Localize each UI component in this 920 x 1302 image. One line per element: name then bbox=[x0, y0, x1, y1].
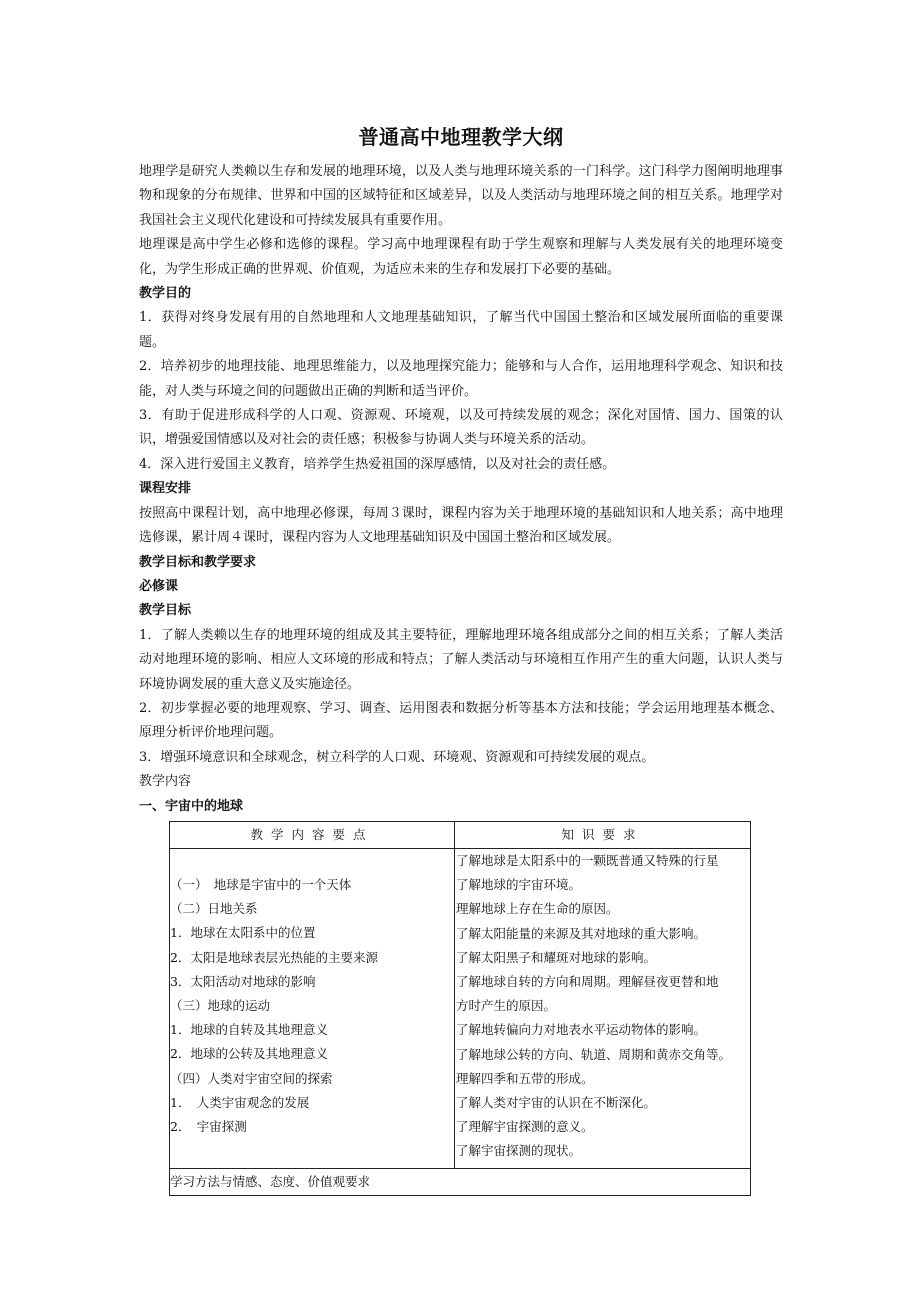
list-item: 了解地转偏向力对地表水平运动物体的影响。 bbox=[456, 1022, 707, 1038]
required-course-heading: 必修课 bbox=[139, 578, 179, 594]
list-item: 了解宇宙探测的现状。 bbox=[456, 1143, 582, 1159]
table-footer-cell: 学习方法与情感、态度、价值观要求 bbox=[170, 1168, 751, 1195]
table-body-row bbox=[170, 848, 751, 1168]
objectives-heading: 教学目标 bbox=[139, 603, 192, 619]
goals-heading: 教学目标和教学要求 bbox=[139, 554, 257, 570]
list-item: 1． 人类宇宙观念的发展 bbox=[170, 1094, 310, 1110]
list-item: 理解地球上存在生命的原因。 bbox=[456, 901, 619, 917]
list-item: （三）地球的运动 bbox=[170, 997, 271, 1013]
list-item: 3．太阳活动对地球的影响 bbox=[170, 973, 316, 989]
intro-paragraph-1: 地理学是研究人类赖以生存和发展的地理环境，以及人类与地理环境关系的一门科学。这门科学力图阐明地理事物和现象的分布规律、世界和中国的区域特征和区域差异，以及人类活动与地理环境之间的相互关系。地理学对我国社会主义现代化建设和可持续发展具有重要作用。 bbox=[139, 164, 783, 228]
schedule-text: 按照高中课程计划，高中地理必修课，每周３课时，课程内容为关于地理环境的基础知识和人地关系；高中地理选修课，累计周４课时，课程内容为人文地理基础知识及中国国土整治和区域发展。 bbox=[139, 505, 783, 546]
table-header-content-points: 教学内容要点 bbox=[170, 821, 455, 848]
list-item: 了解人类对宇宙的认识在不断深化。 bbox=[456, 1095, 657, 1110]
section-heading-earth-in-universe: 一、宇宙中的地球 bbox=[139, 798, 244, 814]
purpose-item-2: 2．培养初步的地理技能、地理思维能力，以及地理探究能力；能够和与人合作，运用地理科学观念、知识和技能，对人类与环境之间的问题做出正确的判断和适当评价。 bbox=[139, 359, 783, 399]
list-item: 2． 宇宙探测 bbox=[170, 1119, 247, 1134]
purpose-item-1: 1．获得对终身发展有用的自然地理和人文地理基础知识，了解当代中国国土整治和区域发展所面临的重要课题。 bbox=[139, 310, 783, 350]
list-item: 了解太阳能量的来源及其对地球的重大影响。 bbox=[456, 925, 707, 941]
purpose-item-4: 4．深入进行爱国主义教育，培养学生热爱祖国的深厚感情，以及对社会的责任感。 bbox=[139, 456, 616, 472]
list-item: （四）人类对宇宙空间的探索 bbox=[170, 1070, 333, 1086]
list-item: 了解地球公转的方向、轨道、周期和黄赤交角等。 bbox=[456, 1046, 732, 1062]
list-item: 理解四季和五带的形成。 bbox=[456, 1070, 594, 1086]
list-item: 2．太阳是地球表层光热能的主要来源 bbox=[170, 949, 378, 965]
objective-item-2: 2．初步掌握必要的地理观察、学习、调查、运用图表和数据分析等基本方法和技能；学会运用地理基本概念、原理分析评价地理问题。 bbox=[139, 700, 783, 741]
purpose-item-3: 3．有助于促进形成科学的人口观、资源观、环境观，以及可持续发展的观念；深化对国情、国力、国策的认识，增强爱国情感以及对社会的责任感；积极参与协调人类与环境关系的活动。 bbox=[139, 408, 783, 448]
list-item: （二）日地关系 bbox=[170, 901, 258, 917]
intro-paragraph-2: 地理课是高中学生必修和选修的课程。学习高中地理课程有助于学生观察和理解与人类发展有关的地理环境变化，为学生形成正确的世界观、价值观，为适应未来的生存和发展打下必要的基础。 bbox=[139, 237, 783, 277]
document-page bbox=[139, 124, 783, 1196]
schedule-heading: 课程安排 bbox=[139, 481, 192, 497]
purpose-heading: 教学目的 bbox=[139, 286, 192, 302]
content-table bbox=[169, 821, 751, 1196]
objective-item-1: 1．了解人类赖以生存的地理环境的组成及其主要特征，理解地理环境各组成部分之间的相互关系；了解人类活动对地理环境的影响、相应人文环境的形成和特点；了解人类活动与环境相互作用产生的重大问题，认识人类与环境协调发展的重大意义及实施途径。 bbox=[139, 627, 783, 692]
document-title: 普通高中地理教学大纲 bbox=[358, 125, 564, 149]
list-item: 了解地球是太阳系中的一颗既普通又特殊的行星 bbox=[456, 852, 719, 868]
list-item: 了解地球的宇宙环境。 bbox=[456, 877, 582, 893]
list-item: （一） 地球是宇宙中的一个天体 bbox=[170, 876, 352, 892]
content-points-cell bbox=[170, 848, 455, 1168]
knowledge-requirements-cell bbox=[455, 848, 751, 1168]
objective-item-3: 3．增强环境意识和全球观念，树立科学的人口观、环境观、资源观和可持续发展的观点。 bbox=[139, 749, 655, 765]
list-item: 了解地球自转的方向和周期。理解昼夜更替和地 bbox=[456, 973, 719, 989]
list-item: 1．地球的自转及其地理意义 bbox=[170, 1022, 328, 1038]
table-header-row bbox=[170, 821, 751, 848]
list-item: 方时产生的原因。 bbox=[456, 998, 557, 1014]
list-item: 了理解宇宙探测的意义。 bbox=[456, 1119, 594, 1135]
list-item: 1．地球在太阳系中的位置 bbox=[170, 925, 316, 941]
content-heading: 教学内容 bbox=[139, 774, 192, 790]
table-footer-row bbox=[170, 1168, 751, 1195]
list-item: 了解太阳黑子和耀斑对地球的影响。 bbox=[456, 949, 657, 965]
table-header-knowledge-requirements: 知识要求 bbox=[455, 821, 751, 848]
list-item: 2．地球的公转及其地理意义 bbox=[170, 1046, 328, 1062]
